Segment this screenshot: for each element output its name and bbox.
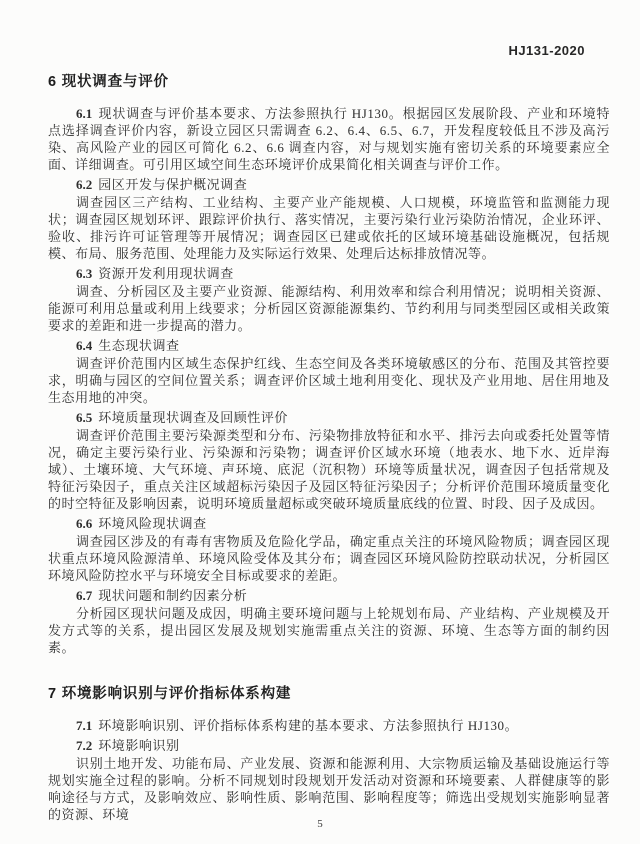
- clause-7-1-text: 环境影响识别、评价指标体系构建的基本要求、方法参照执行 HJ130。: [98, 718, 519, 733]
- subsection-6-3-number: 6.3: [76, 266, 93, 281]
- subsection-heading-6-4: [48, 337, 610, 354]
- subsection-6-3-title: 资源开发利用现状调查: [98, 266, 234, 281]
- page-number: 5: [317, 818, 323, 830]
- subsection-6-6-title: 环境风险现状调查: [98, 516, 207, 531]
- subsection-7-2-title: 环境影响识别: [98, 738, 180, 753]
- clause-6-1: [48, 105, 610, 173]
- subsection-6-5-number: 6.5: [76, 410, 93, 425]
- paragraph-6-5: 调查评价范围主要污染源类型和分布、污染物排放特征和水平、排污去向或委托处置等情况，确定主要污染行业、污染源和污染物；调查评价区域水环境（地表水、地下水、近岸海域）、土壤环境、大气环境、声环境、底泥（沉积物）环境等质量状况，调查因子包括常规及特征污染因子，重点关注区域超标污染因子及园区特征污染因子；分析评价范围环境质量变化的时空特征及影响因素，说明环境质量超标或突破环境质量底线的位置、时段、因子及成因。: [48, 428, 610, 511]
- subsection-heading-6-6: [48, 515, 610, 532]
- clause-6-1-text: 现状调查与评价基本要求、方法参照执行 HJ130。根据园区发展阶段、产业和环境特点选择调查评价内容，新设立园区只需调查 6.2、6.4、6.5、6.7，开发程度较低且不涉及高污染、高风险产业的园区可简化 6.2、6.6 调查内容，对与规划实施有密切关系的环境要素应全面、详细调查。可引用区域空间生态环境评价成果简化相关调查与评价工作。: [48, 106, 610, 172]
- subsection-6-7-title: 现状问题和制约因素分析: [98, 588, 248, 603]
- subsection-6-4-title: 生态现状调查: [98, 338, 180, 353]
- clause-7-1: [48, 717, 610, 734]
- paragraph-6-7: 分析园区现状问题及成因，明确主要环境问题与上轮规划布局、产业结构、产业规模及开发方式等的关系，提出园区发展及规划实施需重点关注的资源、环境、生态等方面的制约因素。: [48, 606, 610, 655]
- subsection-heading-6-7: [48, 587, 610, 604]
- paragraph-6-6: 调查园区涉及的有毒有害物质及危险化学品，确定重点关注的环境风险物质；调查园区现状重点环境风险源清单、环境风险受体及其分布；调查园区环境风险防控联动状况，分析园区环境风险防控水平与环境安全目标或要求的差距。: [48, 534, 610, 583]
- subsection-heading-7-2: [48, 737, 610, 754]
- subsection-6-4-number: 6.4: [76, 338, 93, 353]
- doc-code: HJ131-2020: [508, 43, 585, 58]
- subsection-7-2-number: 7.2: [76, 738, 93, 753]
- subsection-heading-6-2: [48, 176, 610, 193]
- subsection-6-2-title: 园区开发与保护概况调查: [98, 177, 248, 192]
- subsection-6-2-number: 6.2: [76, 177, 93, 192]
- paragraph-6-4: 调查评价范围内区域生态保护红线、生态空间及各类环境敏感区的分布、范围及其管控要求，明确与园区的空间位置关系；调查评价区域土地利用变化、现状及产业用地、居住用地及生态用地的冲突。: [48, 356, 610, 405]
- clause-6-1-number: 6.1: [76, 106, 93, 121]
- subsection-heading-6-5: [48, 409, 610, 426]
- subsection-heading-6-3: [48, 265, 610, 282]
- paragraph-7-2: 识别土地开发、功能布局、产业发展、资源和能源利用、大宗物质运输及基础设施运行等规划实施全过程的影响。分析不同规划时段规划开发活动对资源和环境要素、人群健康等的影响途径与方式，及影响效应、影响性质、影响范围、影响程度等；筛选出受规划实施影响显著的资源、环境: [48, 756, 610, 822]
- subsection-6-5-title: 环境质量现状调查及回顾性评价: [98, 410, 288, 425]
- subsection-6-7-number: 6.7: [76, 588, 93, 603]
- clause-7-1-number: 7.1: [76, 718, 93, 733]
- section-7-heading: 7 环境影响识别与评价指标体系构建: [48, 686, 292, 702]
- paragraph-6-3: 调查、分析园区及主要产业资源、能源结构、利用效率和综合利用情况；说明相关资源、能源可利用总量或利用上线要求；分析园区资源能源集约、节约利用与同类型园区或相关政策要求的差距和进一步提高的潜力。: [48, 284, 610, 333]
- paragraph-6-2: 调查园区三产结构、工业结构、主要产业产能规模、人口规模，环境监管和监测能力现状；调查园区规划环评、跟踪评价执行、落实情况，主要污染行业污染防治情况，企业环评、验收、排污许可证管理等开展情况；调查园区已建或依托的区域环境基础设施概况，包括规模、布局、服务范围、处理能力及实际运行效果、处理后达标排放情况等。: [48, 195, 610, 261]
- document-header: [0, 42, 585, 60]
- section-6-heading: 6 现状调查与评价: [48, 74, 169, 90]
- subsection-6-6-number: 6.6: [76, 516, 93, 531]
- document-footer: [0, 814, 640, 832]
- document-body: [48, 72, 610, 823]
